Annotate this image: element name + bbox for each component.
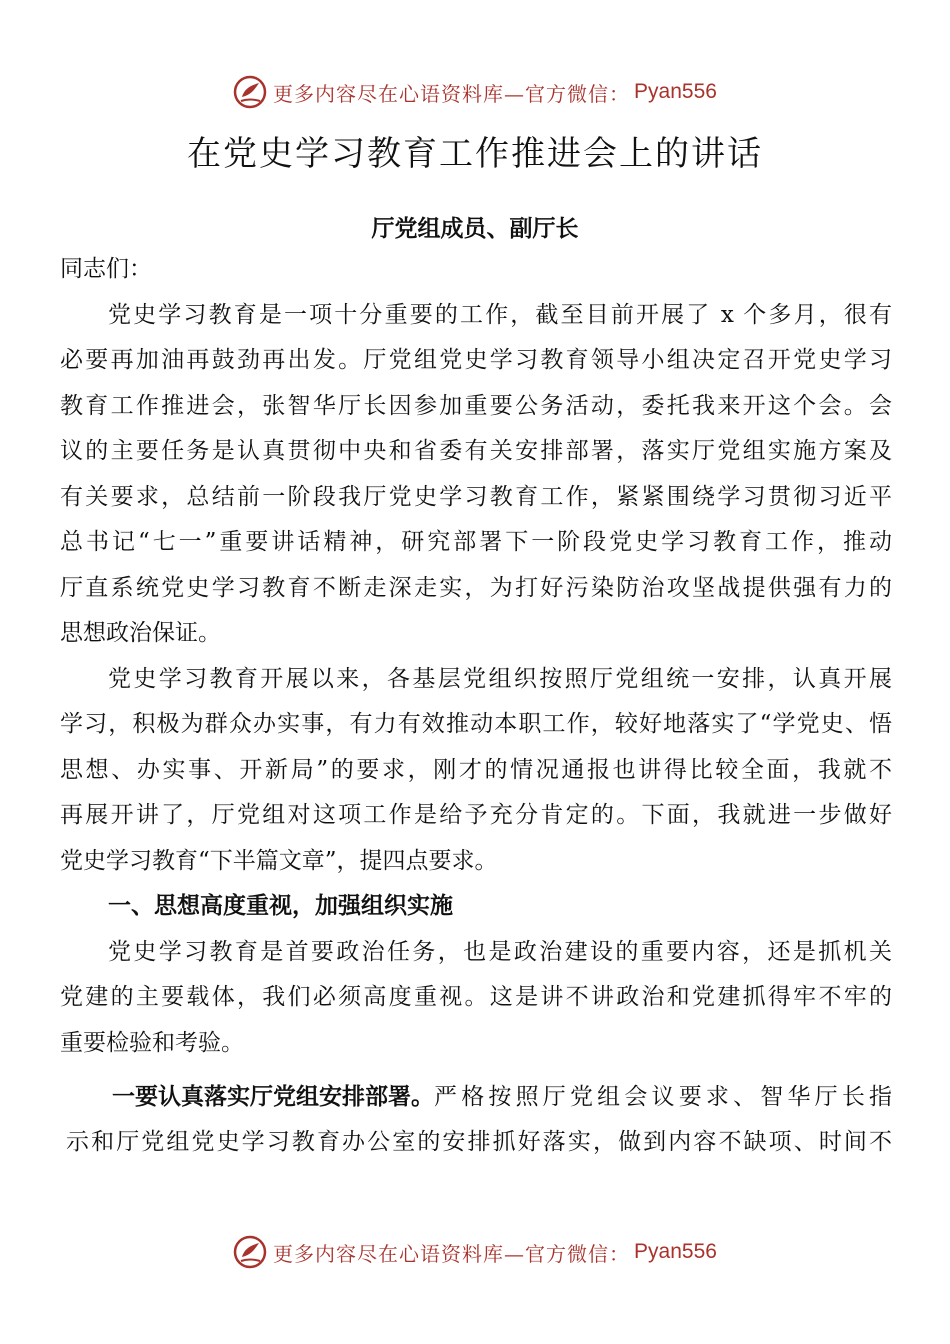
lotus-logo-icon (233, 1235, 267, 1269)
lotus-logo-icon (233, 75, 267, 109)
paragraph-line: 党史学习教育是首要政治任务，也是政治建设的重要内容，还是抓机关 (108, 939, 892, 965)
paragraph-line: 思想、办实事、开新局”的要求，刚才的情况通报也讲得比较全面，我就不 (60, 757, 892, 783)
paragraph-line: 总书记“七一”重要讲话精神，研究部署下一阶段党史学习教育工作，推动 (60, 529, 892, 555)
greeting: 同志们： (60, 256, 152, 282)
paragraph-line: 示和厅党组党史学习教育办公室的安排抓好落实，做到内容不缺项、时间不 (66, 1129, 892, 1155)
paragraph-line: 重要检验和考验。 (60, 1030, 244, 1056)
paragraph-line: 党建的主要载体，我们必须高度重视。这是讲不讲政治和党建抓得牢不牢的 (60, 984, 892, 1010)
banner-text: 更多内容尽在心语资料库—官方微信： (273, 81, 631, 106)
paragraph-line: 党史学习教育开展以来，各基层党组织按照厅党组统一安排，认真开展 (108, 666, 892, 692)
paragraph-line: 学习，积极为群众办实事，有力有效推动本职工作，较好地落实了“学党史、悟 (60, 711, 892, 737)
paragraph-line (112, 1079, 892, 1115)
paragraph-line: 党史学习教育“下半篇文章”，提四点要求。 (60, 848, 498, 874)
banner-wechat-id: Pyan556 (634, 80, 717, 103)
bold-lead: 一要认真落实厅党组安排部署。 (112, 1084, 434, 1110)
lead-rest: 严格按照厅党组会议要求、智华厅长指 (434, 1084, 892, 1110)
footer-banner (0, 1232, 950, 1272)
speaker-line: 厅党组成员、副厅长 (371, 216, 579, 242)
paragraph-line: 厅直系统党史学习教育不断走深走实，为打好污染防治攻坚战提供强有力的 (60, 575, 892, 601)
paragraph-line: 有关要求，总结前一阶段我厅党史学习教育工作，紧紧围绕学习贯彻习近平 (60, 484, 892, 510)
paragraph-line: 再展开讲了，厅党组对这项工作是给予充分肯定的。下面，我就进一步做好 (60, 802, 892, 828)
banner-wechat-id: Pyan556 (634, 1240, 717, 1263)
paragraph-line: 议的主要任务是认真贯彻中央和省委有关安排部署，落实厅党组实施方案及 (60, 438, 892, 464)
paragraph-line: 必要再加油再鼓劲再出发。厅党组党史学习教育领导小组决定召开党史学习 (60, 347, 892, 373)
header-banner (0, 72, 950, 112)
paragraph-line: 党史学习教育是一项十分重要的工作，截至目前开展了 x 个多月，很有 (108, 302, 892, 328)
page-title: 在党史学习教育工作推进会上的讲话 (187, 134, 763, 174)
banner-text: 更多内容尽在心语资料库—官方微信： (273, 1241, 631, 1266)
section-heading: 一、思想高度重视，加强组织实施 (108, 893, 453, 919)
paragraph-line: 思想政治保证。 (60, 620, 221, 646)
paragraph-line: 教育工作推进会，张智华厅长因参加重要公务活动，委托我来开这个会。会 (60, 393, 892, 419)
